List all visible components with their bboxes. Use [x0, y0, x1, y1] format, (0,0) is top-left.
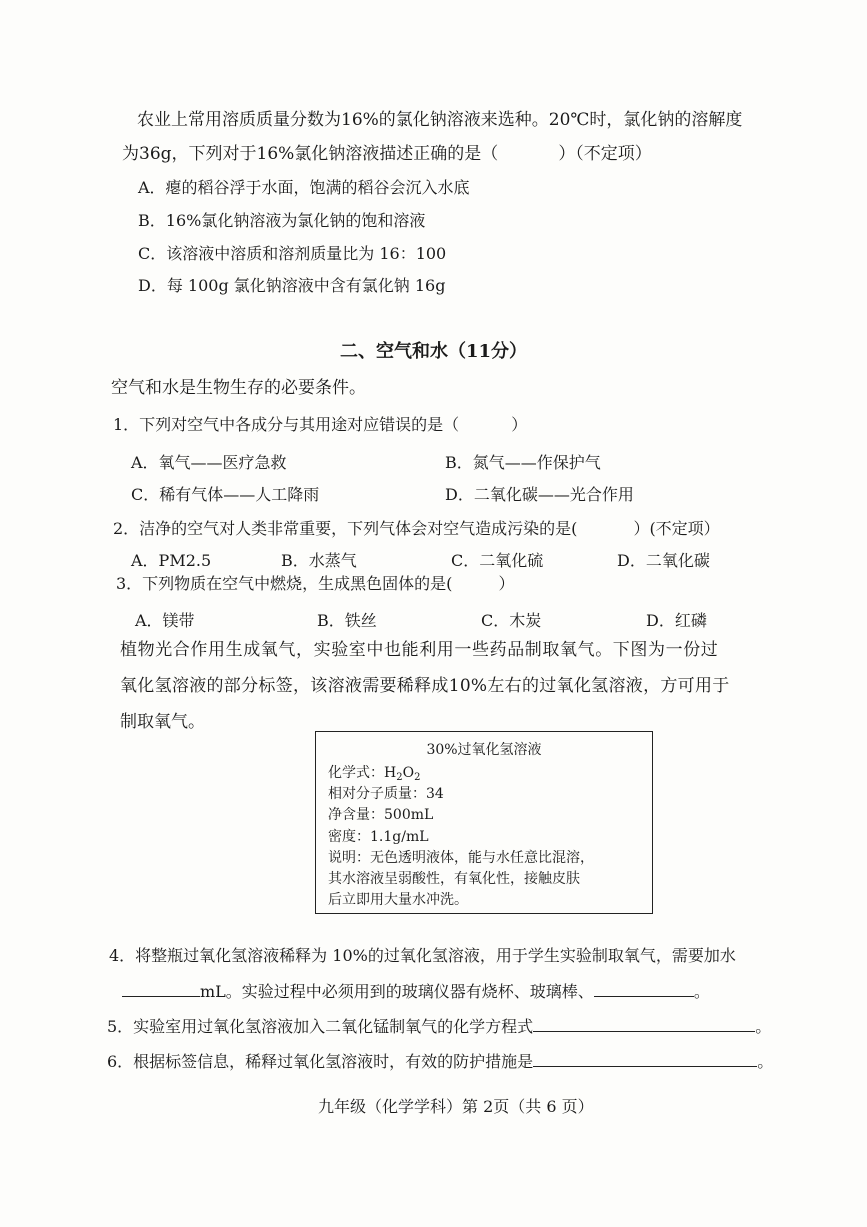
label-density: 密度：1.1g/mL [328, 829, 429, 845]
question-stem-text: ） [511, 415, 528, 434]
question-stem-text: 1．下列对空气中各成分与其用途对应错误的是（ [113, 415, 460, 434]
q2-option-d: D．二氧化碳 [617, 551, 710, 570]
formula-subscript: 2 [414, 772, 421, 783]
question-1-stem [113, 415, 527, 435]
question-stem-text: ）（不定项） [558, 144, 652, 164]
section-intro: 空气和水是生物生存的必要条件。 [111, 378, 366, 398]
label-volume: 净含量：500mL [328, 807, 434, 823]
paragraph-line: 制取氧气。 [120, 712, 205, 732]
formula-text: 化学式：H [328, 765, 397, 781]
q1-option-c: C．稀有气体——人工降雨 [131, 485, 320, 504]
question-stem-text: ）(不定项） [633, 519, 720, 538]
question-4-line2 [122, 980, 710, 1002]
paragraph-line: 氧化氢溶液的部分标签，该溶液需要稀释成10%左右的过氧化氢溶液，方可用于 [120, 676, 730, 696]
question-stem-line: 农业上常用溶质质量分数为16%的氯化钠溶液来选种。20℃时，氯化钠的溶解度 [137, 110, 743, 130]
page-footer: 九年级（化学学科）第 2页（共 6 页） [318, 1097, 594, 1116]
option-c: C．该溶液中溶质和溶剂质量比为 16：100 [138, 244, 447, 263]
question-stem-text: 5．实验室用过氧化氢溶液加入二氧化锰制氧气的化学方程式 [107, 1017, 534, 1036]
question-stem-text: 6．根据标签信息，稀释过氧化氢溶液时，有效的防护措施是 [107, 1052, 534, 1071]
question-stem-text: 3．下列物质在空气中燃烧，生成黑色固体的是( [116, 574, 453, 593]
label-note: 说明：无色透明液体，能与水任意比混溶， [328, 850, 594, 866]
q3-option-d: D．红磷 [646, 611, 707, 630]
question-stem-end: 。 [755, 1017, 772, 1036]
q1-option-a: A．氧气——医疗急救 [131, 453, 287, 472]
label-title: 30%过氧化氢溶液 [426, 742, 542, 758]
question-stem-text: 。 [693, 982, 710, 1001]
question-stem-line [122, 144, 652, 164]
label-molecular-mass: 相对分子质量：34 [328, 786, 444, 802]
q3-option-b: B．铁丝 [317, 611, 377, 630]
option-d: D．每 100g 氯化钠溶液中含有氯化钠 16g [138, 276, 446, 295]
question-stem-end: 。 [757, 1052, 774, 1071]
question-stem-text: mL。实验过程中必须用到的玻璃仪器有烧杯、玻璃棒、 [200, 982, 594, 1001]
question-stem-text: 为36g，下列对于16%氯化钠溶液描述正确的是（ [122, 144, 499, 164]
question-3-stem [116, 574, 514, 594]
label-formula [328, 764, 420, 782]
option-b: B．16%氯化钠溶液为氯化钠的饱和溶液 [138, 211, 426, 230]
formula-text: O [402, 765, 415, 781]
q3-option-c: C．木炭 [481, 611, 542, 630]
question-5 [107, 1015, 771, 1037]
q2-option-c: C．二氧化硫 [451, 551, 544, 570]
answer-blank-equation[interactable] [533, 1015, 755, 1032]
question-stem-text: 2．洁净的空气对人类非常重要，下列气体会对空气造成污染的是( [113, 519, 578, 538]
section-title: 二、空气和水（11分） [340, 341, 528, 362]
answer-blank-protection[interactable] [533, 1050, 757, 1067]
product-label [315, 731, 653, 914]
q2-option-b: B．水蒸气 [281, 551, 357, 570]
question-stem-text: ） [498, 574, 515, 593]
answer-blank-water[interactable] [122, 980, 200, 997]
question-6 [107, 1050, 773, 1072]
question-4-line1: 4．将整瓶过氧化氢溶液稀释为 10%的过氧化氢溶液，用于学生实验制取氧气，需要加水 [109, 946, 736, 965]
paragraph-line: 植物光合作用生成氧气，实验室中也能利用一些药品制取氧气。下图为一份过 [120, 640, 719, 660]
formula-subscript: 2 [396, 772, 403, 783]
q2-option-a: A．PM2.5 [131, 551, 212, 570]
q1-option-d: D．二氧化碳——光合作用 [445, 485, 634, 504]
answer-blank-glassware[interactable] [594, 980, 694, 997]
q3-option-a: A．镁带 [135, 611, 195, 630]
option-a: A．瘪的稻谷浮于水面，饱满的稻谷会沉入水底 [138, 178, 470, 197]
q1-option-b: B．氮气——作保护气 [445, 453, 601, 472]
label-note: 其水溶液呈弱酸性，有氧化性，接触皮肤 [328, 871, 580, 887]
label-note: 后立即用大量水冲洗。 [328, 892, 468, 908]
question-2-stem [113, 519, 720, 539]
